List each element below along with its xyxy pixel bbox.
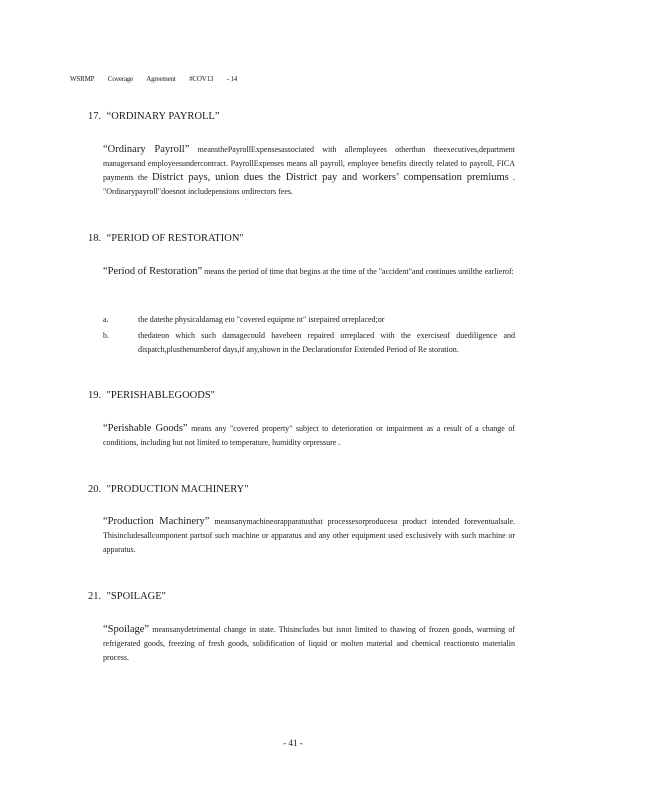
definition-text: means any "covered property" subject to deterioration or impairment as a result of a change of conditions, including but not limited to temperature, humidity orpressure . <box>103 424 516 447</box>
definition-text-large: District pays, union dues the District pay and workers’ compensation premiums <box>151 172 509 183</box>
page-number: - 41 - <box>283 738 303 748</box>
defined-term: “Ordinary Payroll” <box>103 144 190 155</box>
defined-term: “Perishable Goods” <box>103 423 188 434</box>
section-title: "SPOILAGE" <box>106 591 166 602</box>
running-header <box>70 75 249 83</box>
list-item-label: a. <box>103 315 109 324</box>
defined-term: “Production Machinery” <box>103 516 210 527</box>
section-heading-18 <box>88 233 244 244</box>
definition-text-end: . "Ordinarypayroll"doesnot includepensions ordirectors fees. <box>103 173 516 196</box>
header-doc: WSRMP <box>70 75 95 83</box>
section-title: "PRODUCTION MACHINERY" <box>106 484 249 495</box>
header-code: #COV13 <box>189 75 214 83</box>
definition-paragraph-21 <box>103 623 515 665</box>
section-heading-20 <box>88 484 249 495</box>
definition-text: meansanymachineorapparatusthat processesorproducesa product intended foreventualsale. Thisincludesallcomponent partsof such machine or apparatus and any other equipment used exclusively with such machine or apparatus. <box>103 517 516 554</box>
definition-paragraph-20 <box>103 515 515 557</box>
list-item-a <box>103 313 515 327</box>
list-item-b <box>103 329 515 357</box>
header-type: Agreement <box>146 75 176 83</box>
section-number: 21. <box>88 591 102 602</box>
section-heading-21 <box>88 591 166 602</box>
section-number: 17. <box>88 111 102 122</box>
section-title: "PERISHABLEGOODS" <box>106 390 215 401</box>
header-suffix: - 14 <box>226 75 238 83</box>
section-number: 18. <box>88 233 102 244</box>
defined-term: “Period of Restoration” <box>103 266 203 277</box>
section-number: 19. <box>88 390 102 401</box>
section-heading-19 <box>88 390 215 401</box>
section-heading-17 <box>88 111 220 122</box>
definition-paragraph-19 <box>103 422 515 450</box>
list-item-text: thedateon which such damagecould havebeen repaired orreplaced with the exerciseof duediligence and dispatch,plusthenumberof days,if any,shown in the Declarationsfor Extended Period of Re storation. <box>138 331 515 354</box>
list-item-label: b. <box>103 331 109 340</box>
section-number: 20. <box>88 484 102 495</box>
list-item-text: the datethe physicaldamag eto "covered equipme nt" isrepaired orreplaced;or <box>138 315 385 324</box>
definition-text: meansanydetrimental change in state. Thisincludes but isnot limited to thawing of frozen goods, warming of refrigerated goods, freezing of fresh goods, solidification of liquid or molten material and chemical reactionsto materialin process. <box>103 625 515 662</box>
definition-text: meansthePayrollExpensesassociated with allemployees otherthan theexecutives,department managersand employeesundercontract. PayrollExpenses means all payroll, employee benefits directly related to payroll, FICA payments the <box>103 145 516 182</box>
header-kind: Coverage <box>107 75 134 83</box>
definition-paragraph-17 <box>103 143 515 199</box>
defined-term: “Spoilage” <box>103 624 150 635</box>
definition-paragraph-18 <box>103 265 515 279</box>
section-title: “PERIOD OF RESTORATION" <box>106 233 244 244</box>
section-title: “ORDINARY PAYROLL” <box>106 111 220 122</box>
definition-text: means the period of time that begins at the time of the "accident"and continues untilthe earlierof: <box>204 267 514 276</box>
